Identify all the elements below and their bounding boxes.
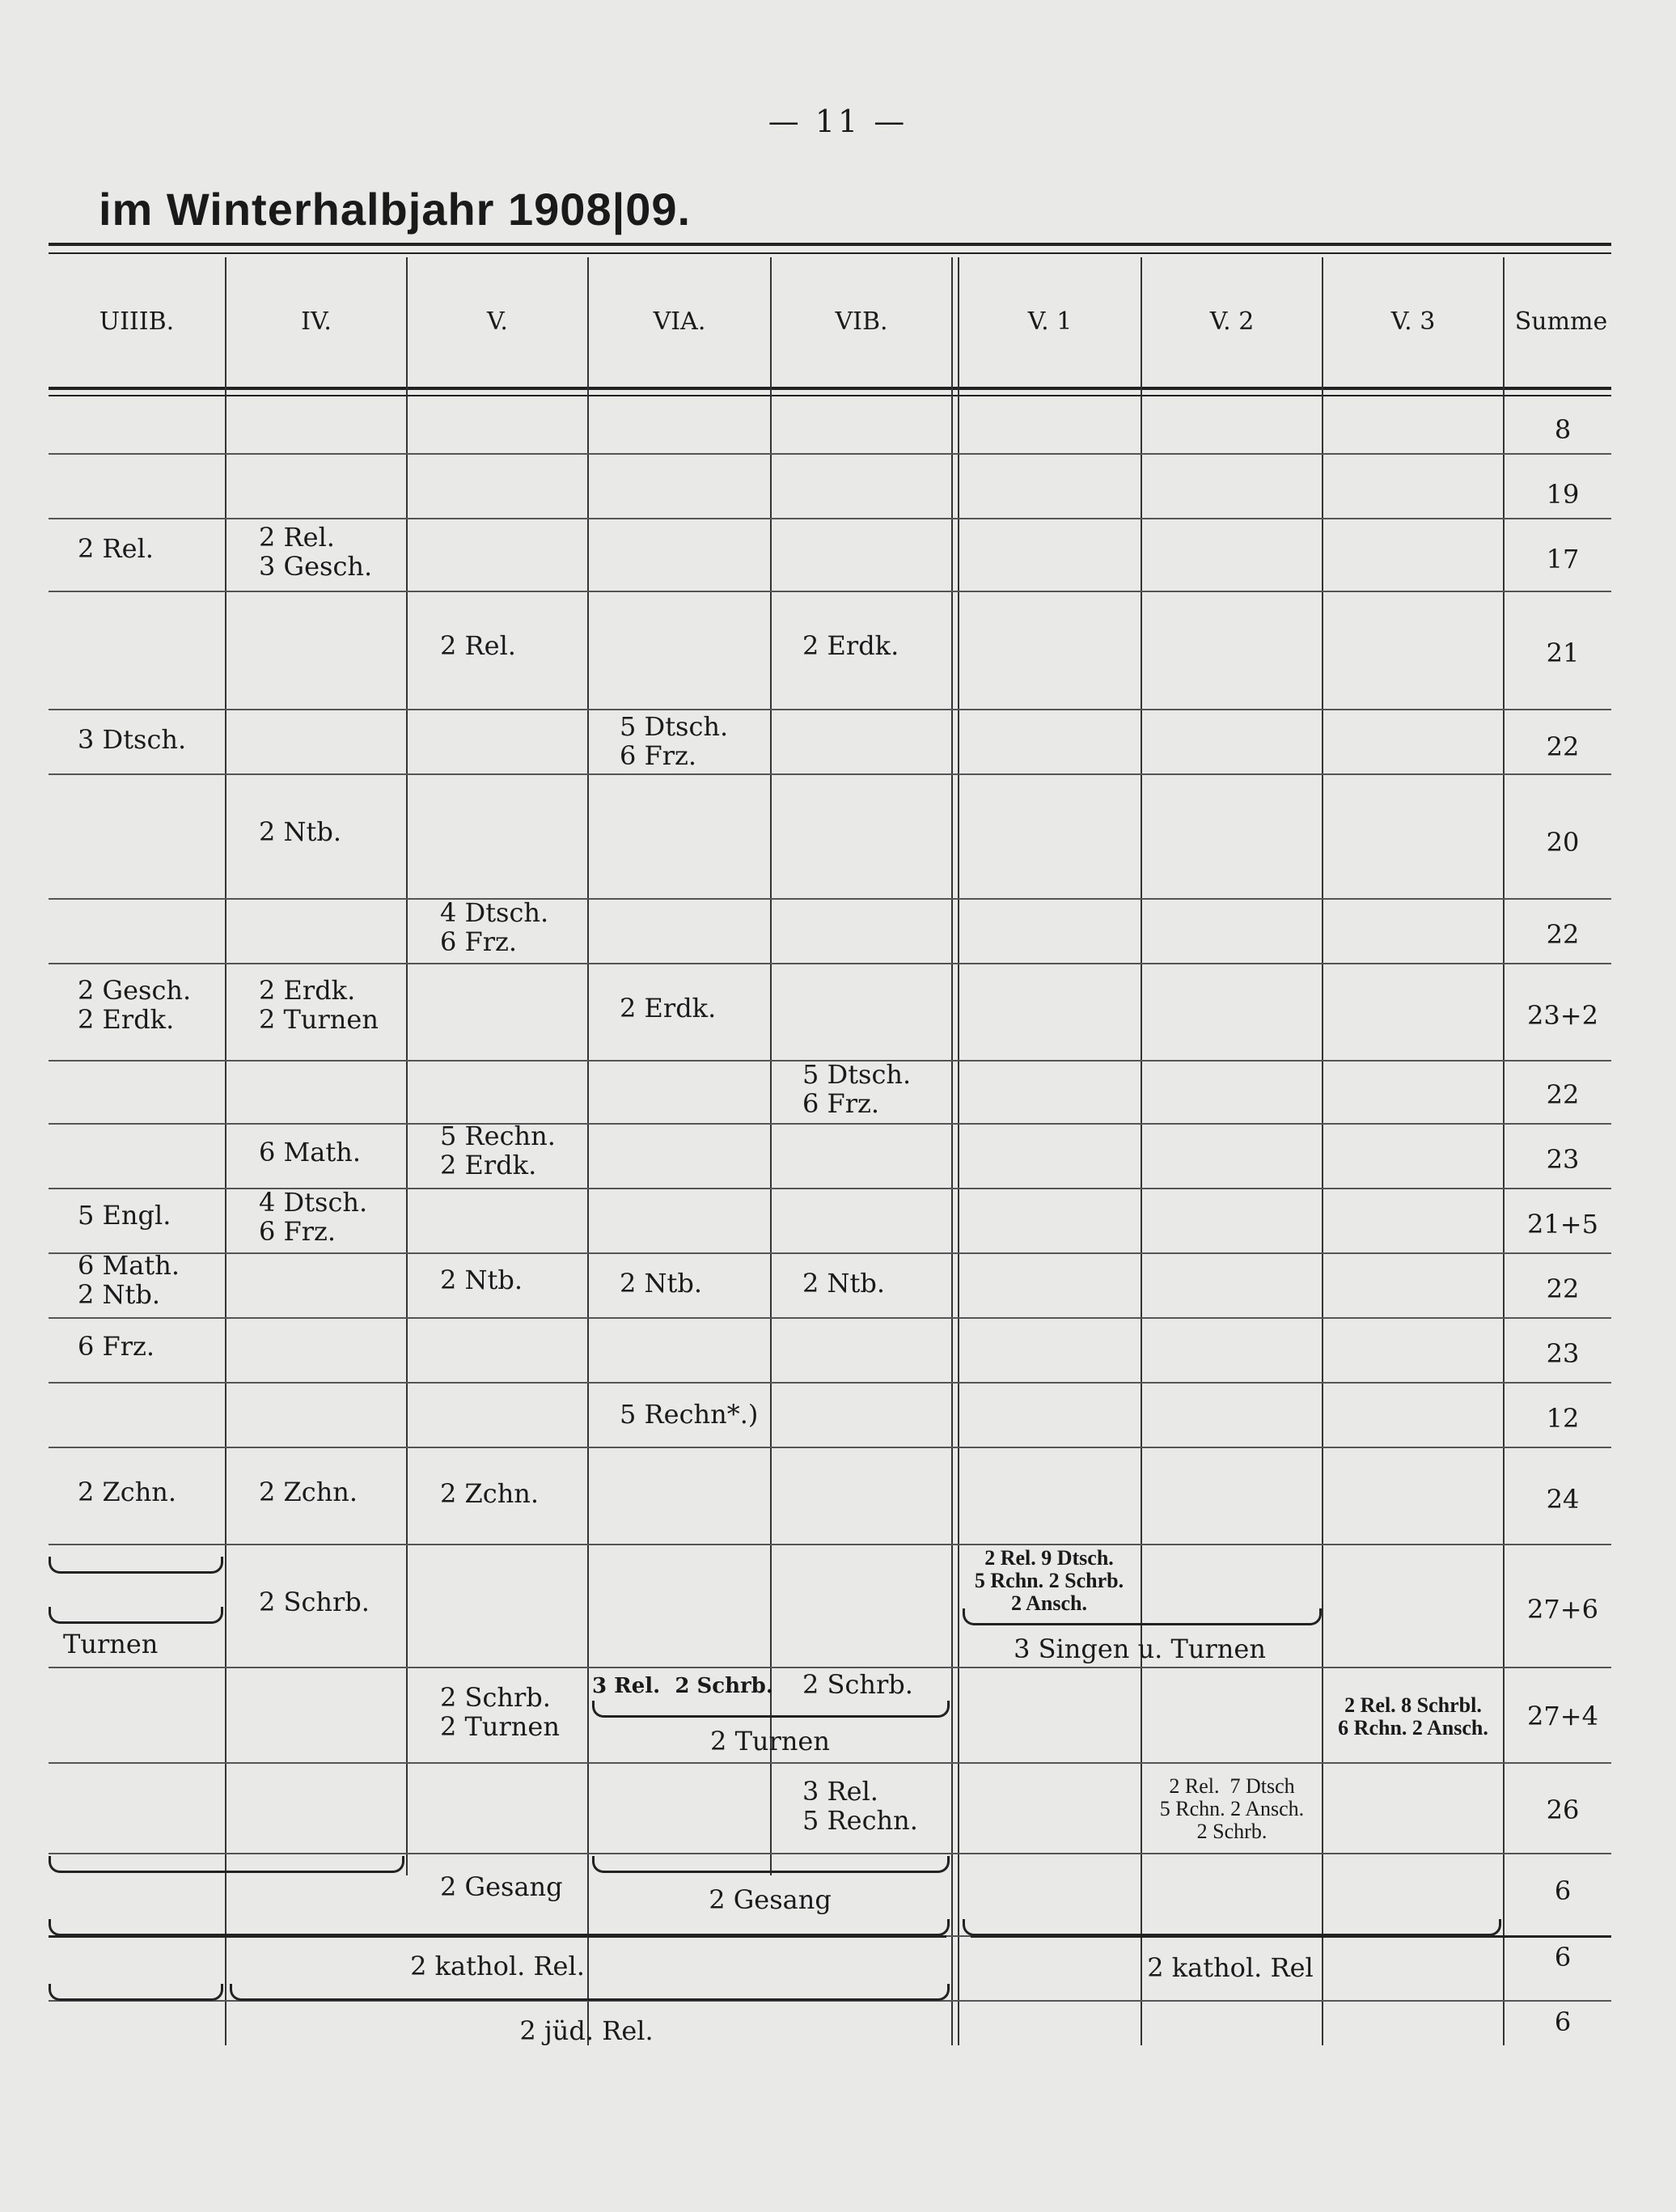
col-line-1 [225,257,226,2045]
cell-v2-combined: 2 Rel. 7 Dtsch 5 Rchn. 2 Ansch. 2 Schrb. [1159,1774,1305,1843]
top-rule-thick [49,243,1611,246]
row-line [49,1667,1611,1668]
row-line [49,1447,1611,1448]
brace-uiiib-turnen [49,1607,223,1624]
row-line [49,773,1611,775]
col-line-5a [951,257,953,2045]
cell-vib-dtsch-frz: 5 Dtsch. 6 Frz. [802,1059,912,1119]
cell-iv-rel-gesch: 2 Rel. 3 Gesch. [259,522,373,582]
sum-cell: 23 [1546,1144,1580,1175]
cell-iv-dtsch-frz: 4 Dtsch. 6 Frz. [259,1187,368,1247]
cell-v1-combined: 2 Rel. 9 Dtsch. 5 Rchn. 2 Schrb. 2 Ansch. [974,1546,1124,1615]
top-rule-thin [49,252,1611,254]
cell-v-rel: 2 Rel. [440,630,516,661]
col-header-summe: Summe [1514,307,1608,336]
col-header-vib: VIB. [835,307,888,336]
col-line-3 [587,257,589,2045]
header-rule-thin [49,395,1611,396]
cell-via-ntb: 2 Ntb. [620,1268,703,1299]
col-header-v: V. [487,307,508,336]
sum-cell: 22 [1546,731,1580,762]
sum-cell: 6 [1554,1942,1572,1973]
cell-span-kathol-left: 2 kathol. Rel. [410,1951,585,1981]
sum-cell: 22 [1546,1079,1580,1110]
cell-v-schrb-turnen: 2 Schrb. 2 Turnen [440,1682,560,1742]
cell-vib-rel-rechn: 3 Rel. 5 Rechn. [802,1776,918,1836]
cell-uiiib-zchn: 2 Zchn. [78,1477,177,1507]
sum-cell: 17 [1546,544,1580,574]
sum-cell: 19 [1546,479,1580,510]
sum-cell: 6 [1554,2006,1572,2037]
row-line [49,1317,1611,1319]
col-line-4 [770,257,772,1875]
brace-uiiib-top [49,1557,223,1574]
brace-kathol-left [49,1919,950,1936]
col-header-uiiib: UIIIB. [99,307,175,336]
sum-cell: 6 [1554,1875,1572,1906]
sum-cell: 27+4 [1527,1701,1598,1731]
row-line [49,963,1611,964]
sum-cell: 23+2 [1527,1000,1598,1031]
cell-span-singen-turnen: 3 Singen u. Turnen [1014,1634,1266,1664]
cell-iv-math: 6 Math. [259,1137,362,1167]
cell-via-dtsch-frz: 5 Dtsch. 6 Frz. [620,711,729,771]
page-title: im Winterhalbjahr 1908|09. [99,184,692,235]
cell-uiiib-engl: 5 Engl. [78,1200,171,1231]
cell-vib-erdk: 2 Erdk. [802,630,899,661]
col-line-8 [1503,257,1505,2045]
sum-cell: 22 [1546,919,1580,950]
cell-vib-ntb: 2 Ntb. [802,1268,886,1299]
row-line [49,453,1611,455]
brace-kathol-right [963,1919,1501,1936]
sum-cell: 21 [1546,638,1580,668]
cell-uiiib-rel: 2 Rel. [78,533,154,564]
cell-uiiib-turnen: Turnen [63,1629,159,1659]
cell-span-jued: 2 jüd. Rel. [519,2015,654,2046]
row-line [49,1762,1611,1764]
sum-cell: 24 [1546,1484,1580,1515]
cell-vib-schrb: 2 Schrb. [802,1669,913,1700]
cell-uiiib-gesch-erdk: 2 Gesch. 2 Erdk. [78,975,192,1035]
col-header-via: VIA. [653,307,706,336]
cell-iv-schrb: 2 Schrb. [259,1587,370,1617]
col-header-v2: V. 2 [1209,307,1255,336]
row-line [49,591,1611,592]
row-line [49,709,1611,710]
sum-cell: 12 [1546,1403,1580,1434]
cell-iv-erdk-turnen: 2 Erdk. 2 Turnen [259,975,379,1035]
col-line-5b [958,257,959,2045]
row-line [49,1252,1611,1254]
cell-v-zchn: 2 Zchn. [440,1478,540,1509]
col-line-2 [406,257,408,1875]
sum-cell: 27+6 [1527,1594,1598,1625]
cell-v-dtsch-frz: 4 Dtsch. 6 Frz. [440,897,549,957]
row-line [49,518,1611,519]
brace-jued-left [49,1984,223,2001]
sum-cell: 20 [1546,827,1580,858]
col-header-iv: IV. [301,307,332,336]
col-header-v1: V. 1 [1027,307,1073,336]
cell-iv-zchn: 2 Zchn. [259,1477,358,1507]
row-line [49,1382,1611,1384]
cell-via-erdk: 2 Erdk. [620,993,717,1023]
cell-via-rel-schrb: 3 Rel. 2 Schrb. [592,1674,773,1698]
cell-via-rechn: 5 Rechn*.) [620,1399,759,1430]
row-line [49,1544,1611,1545]
sum-cell: 26 [1546,1795,1580,1825]
row-line [49,898,1611,900]
brace-via-vib [592,1701,950,1718]
col-header-v3: V. 3 [1390,307,1436,336]
cell-uiiib-frz: 6 Frz. [78,1331,155,1362]
row-line [49,1123,1611,1125]
cell-span-kathol-right: 2 kathol. Rel [1147,1952,1314,1983]
sum-cell: 8 [1554,414,1572,445]
brace-uiiib-iv-gesang [49,1856,404,1873]
brace-via-vib-gesang [592,1856,950,1873]
cell-v3-combined: 2 Rel. 8 Schrbl. 6 Rchn. 2 Ansch. [1338,1693,1488,1740]
sum-cell: 23 [1546,1338,1580,1369]
page-number: — 11 — [768,104,908,139]
sum-cell: 21+5 [1527,1209,1598,1239]
brace-v1-v3 [963,1608,1322,1625]
cell-span-gesang: 2 Gesang [709,1884,832,1915]
cell-v-rechn-erdk: 5 Rechn. 2 Erdk. [440,1121,556,1180]
cell-iv-ntb: 2 Ntb. [259,816,342,847]
row-line [49,1853,1611,1854]
cell-uiiib-math-ntb: 6 Math. 2 Ntb. [78,1250,180,1310]
brace-jued [230,1984,950,2001]
cell-span-turnen: 2 Turnen [710,1726,830,1756]
cell-v-ntb: 2 Ntb. [440,1265,523,1295]
cell-v-gesang: 2 Gesang [440,1871,563,1902]
cell-uiiib-dtsch: 3 Dtsch. [78,724,187,755]
col-line-7 [1322,257,1323,2045]
header-rule-thick [49,387,1611,390]
sum-cell: 22 [1546,1273,1580,1304]
